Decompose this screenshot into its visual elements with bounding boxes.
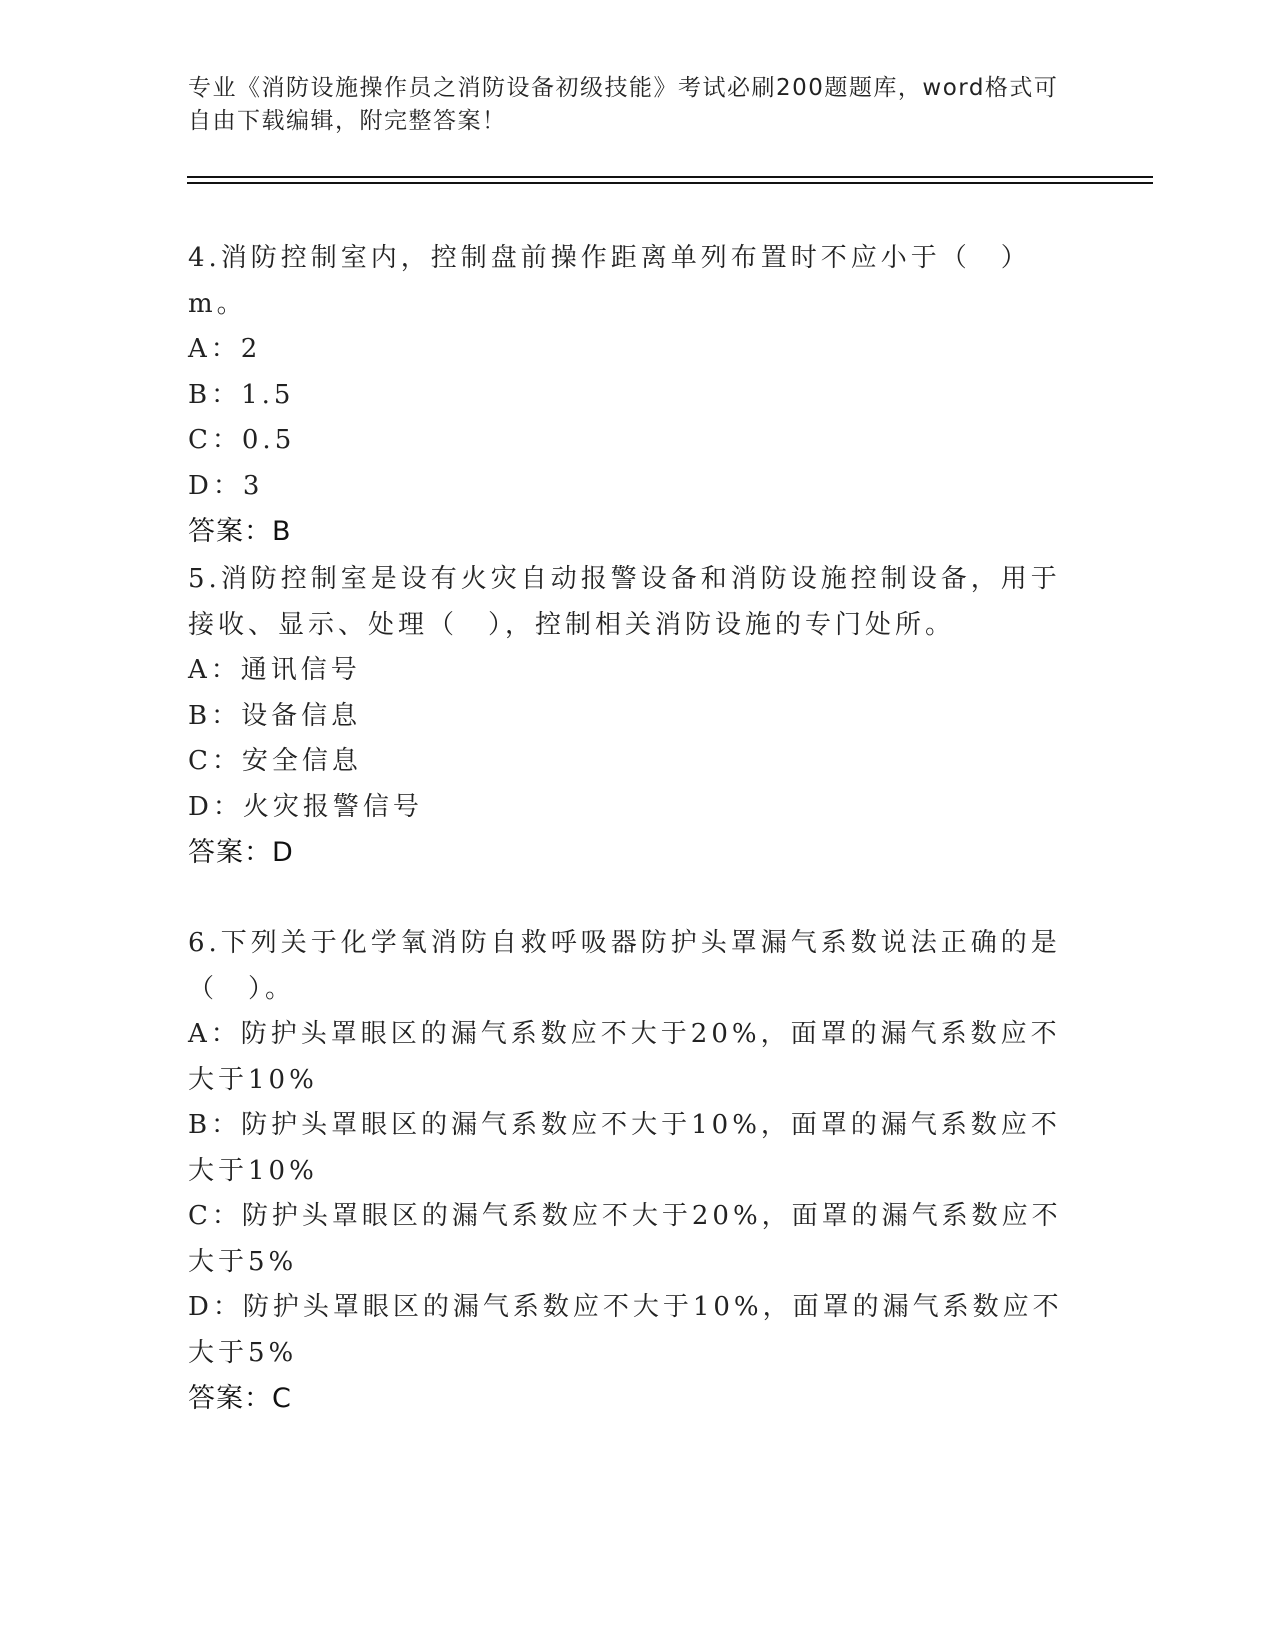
option-c: C：安全信息 [188, 746, 362, 776]
option-d: D：火灾报警信号 [188, 791, 423, 822]
option-d: D：防护头罩眼区的漏气系数应不大于10%，面罩的漏气系数应不大于5% [188, 1292, 1063, 1368]
option-a: A：2 [188, 334, 262, 364]
answer: 答案：B [188, 516, 292, 547]
option-b: B：1.5 [188, 379, 295, 410]
option-d: D：3 [188, 470, 264, 501]
option-c: C：0.5 [188, 425, 296, 455]
question-5 [188, 557, 1068, 875]
page-header: 专业《消防设施操作员之消防设备初级技能》考试必刷200题题库，word格式可自由下载编辑，附完整答案！ [188, 75, 1059, 134]
question-text: 6.下列关于化学氧消防自救呼吸器防护头罩漏气系数说法正确的是（ ）。 [188, 928, 1061, 1004]
question-6 [188, 921, 1068, 1421]
answer: 答案：D [188, 837, 294, 868]
header-divider-bottom [187, 182, 1153, 184]
header-divider-top [187, 176, 1153, 178]
answer: 答案：C [188, 1383, 292, 1414]
option-b: B：设备信息 [188, 700, 362, 731]
question-text: 4.消防控制室内，控制盘前操作距离单列布置时不应小于（ ）m。 [188, 243, 1031, 319]
question-text: 5.消防控制室是设有火灾自动报警设备和消防设施控制设备，用于接收、显示、处理（ ），控制相关消防设施的专门处所。 [188, 564, 1061, 640]
option-b: B：防护头罩眼区的漏气系数应不大于10%，面罩的漏气系数应不大于10% [188, 1110, 1061, 1186]
option-c: C：防护头罩眼区的漏气系数应不大于20%，面罩的漏气系数应不大于5% [188, 1201, 1062, 1277]
option-a: A：通讯信号 [188, 655, 361, 685]
option-a: A：防护头罩眼区的漏气系数应不大于20%，面罩的漏气系数应不大于10% [188, 1019, 1061, 1095]
question-4 [188, 236, 1068, 554]
